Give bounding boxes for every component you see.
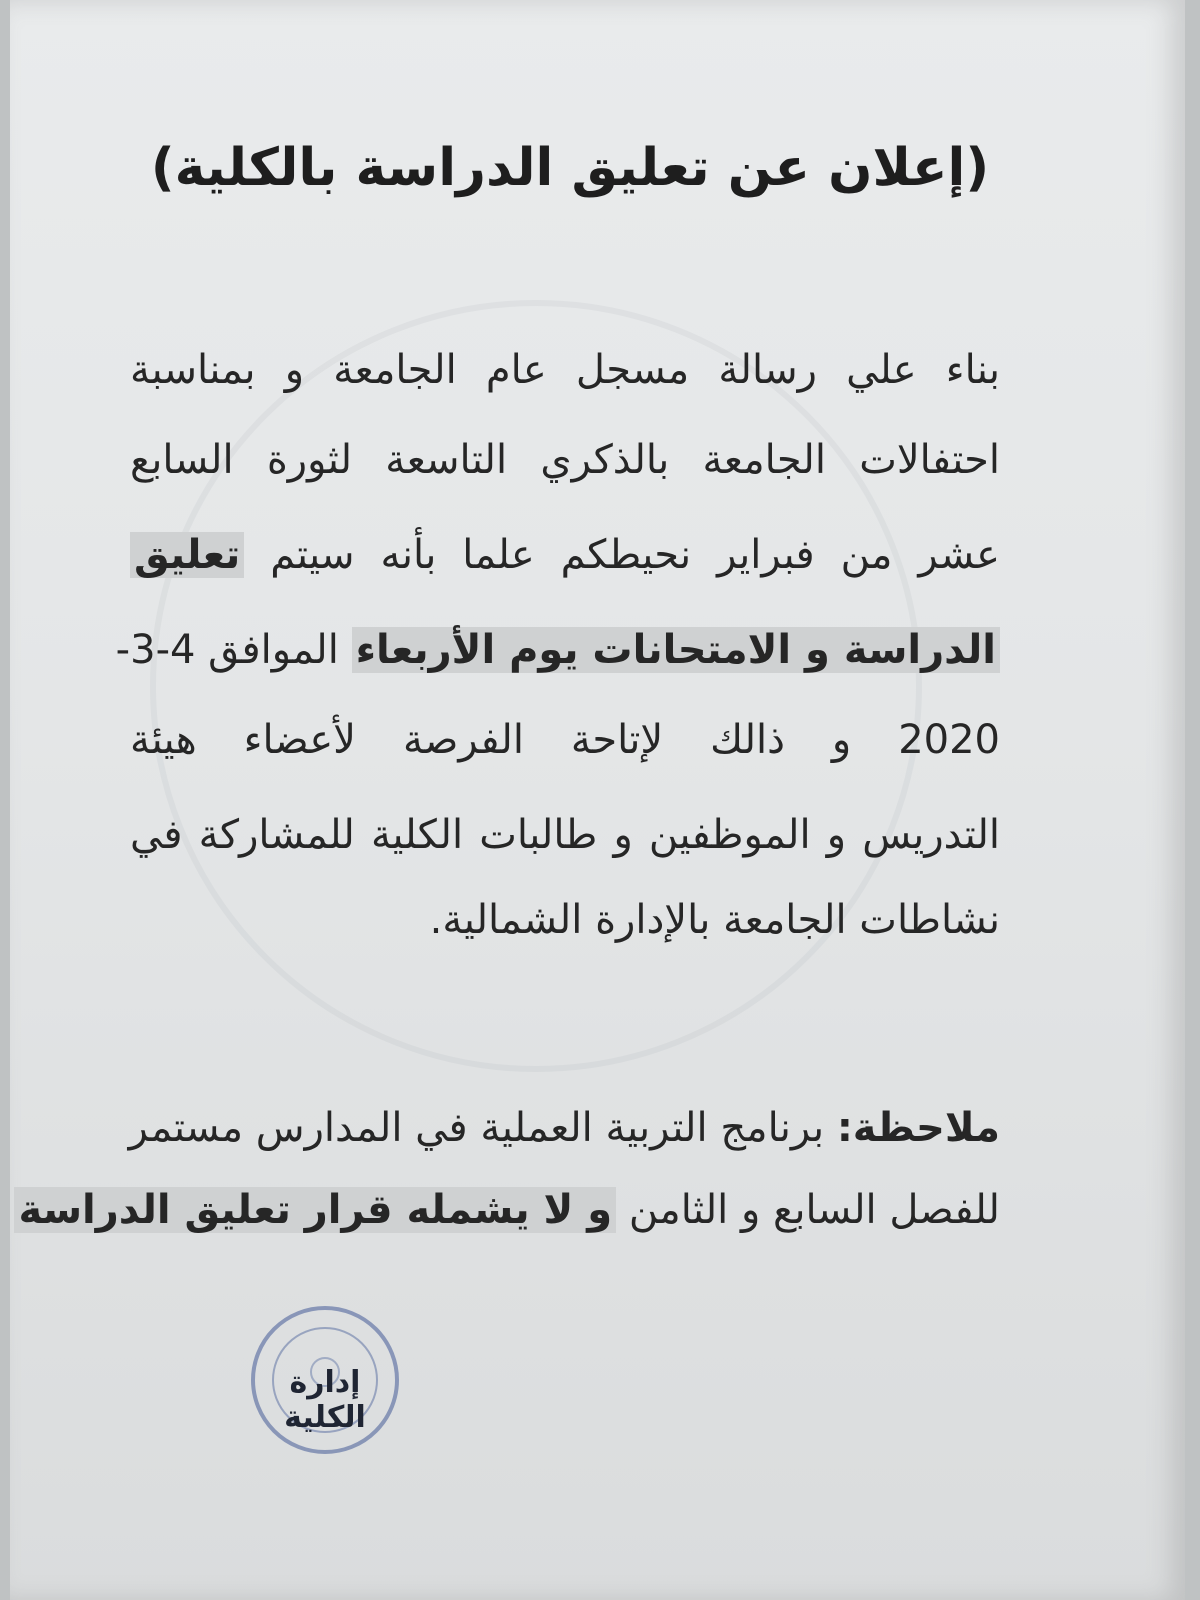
body-line-4-date: الموافق 4-3-: [115, 627, 339, 673]
body-line-5: 2020 و ذالك لإتاحة الفرصة لأعضاء هيئة: [130, 717, 1000, 763]
note-text-1: برنامج التربية العملية في المدارس مستمر: [128, 1105, 825, 1151]
body-line-2: احتفالات الجامعة بالذكري التاسعة لثورة السابع: [130, 437, 1000, 483]
note-highlight: و لا يشمله قرار تعليق الدراسة: [14, 1187, 616, 1233]
note-line-2: [18, 1180, 1000, 1240]
body-line-3: [130, 525, 1000, 585]
stamp-text: إدارة الكلية: [284, 1365, 366, 1435]
highlight-suspension-date: الدراسة و الامتحانات يوم الأربعاء: [352, 627, 1000, 673]
body-line-7: نشاطات الجامعة بالإدارة الشمالية.: [429, 897, 1000, 943]
highlight-suspend: تعليق: [130, 532, 244, 578]
body-line-3-text: عشر من فبراير نحيطكم علما بأنه سيتم: [270, 532, 1001, 578]
body-line-1: بناء علي رسالة مسجل عام الجامعة و بمناسبة: [130, 347, 1000, 393]
announcement-title: (إعلان عن تعليق الدراسة بالكلية): [150, 138, 990, 198]
body-line-4: [115, 620, 1000, 680]
note-text-2: للفصل السابع و الثامن: [628, 1187, 1000, 1233]
note-label: ملاحظة:: [836, 1105, 1000, 1151]
body-line-6: التدريس و الموظفين و طالبات الكلية للمشاركة في: [130, 812, 1000, 858]
note-line-1: [130, 1098, 1000, 1158]
